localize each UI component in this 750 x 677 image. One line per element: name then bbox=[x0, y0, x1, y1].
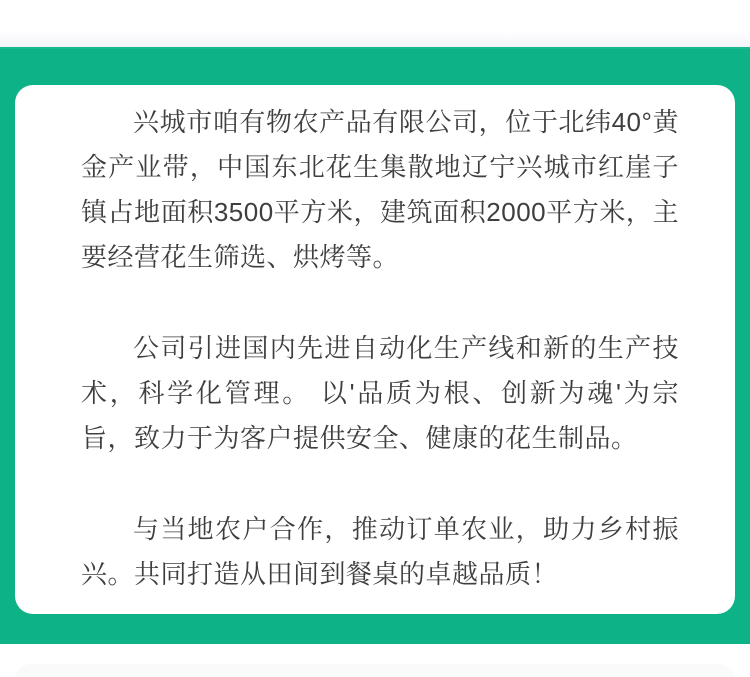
next-section-card-peek bbox=[15, 664, 735, 677]
company-intro-section bbox=[0, 47, 750, 644]
company-intro-card bbox=[15, 85, 735, 614]
intro-paragraph-company-overview: 兴城市咱有物农产品有限公司，位于北纬40°黄金产业带，中国东北花生集散地辽宁兴城市红崖子镇占地面积3500平方米，建筑面积2000平方米，主要经营花生筛选、烘烤等。 bbox=[81, 107, 679, 272]
page-bottom-spacer bbox=[0, 644, 750, 677]
intro-paragraph-cooperation: 与当地农户合作，推动订单农业，助力乡村振兴。共同打造从田间到餐桌的卓越品质！ bbox=[81, 514, 679, 589]
page-top-spacer bbox=[0, 0, 750, 47]
intro-paragraph-production: 公司引进国内先进自动化生产线和新的生产技术，科学化管理。 以'品质为根、创新为魂'为宗旨，致力于为客户提供安全、健康的花生制品。 bbox=[81, 333, 679, 453]
